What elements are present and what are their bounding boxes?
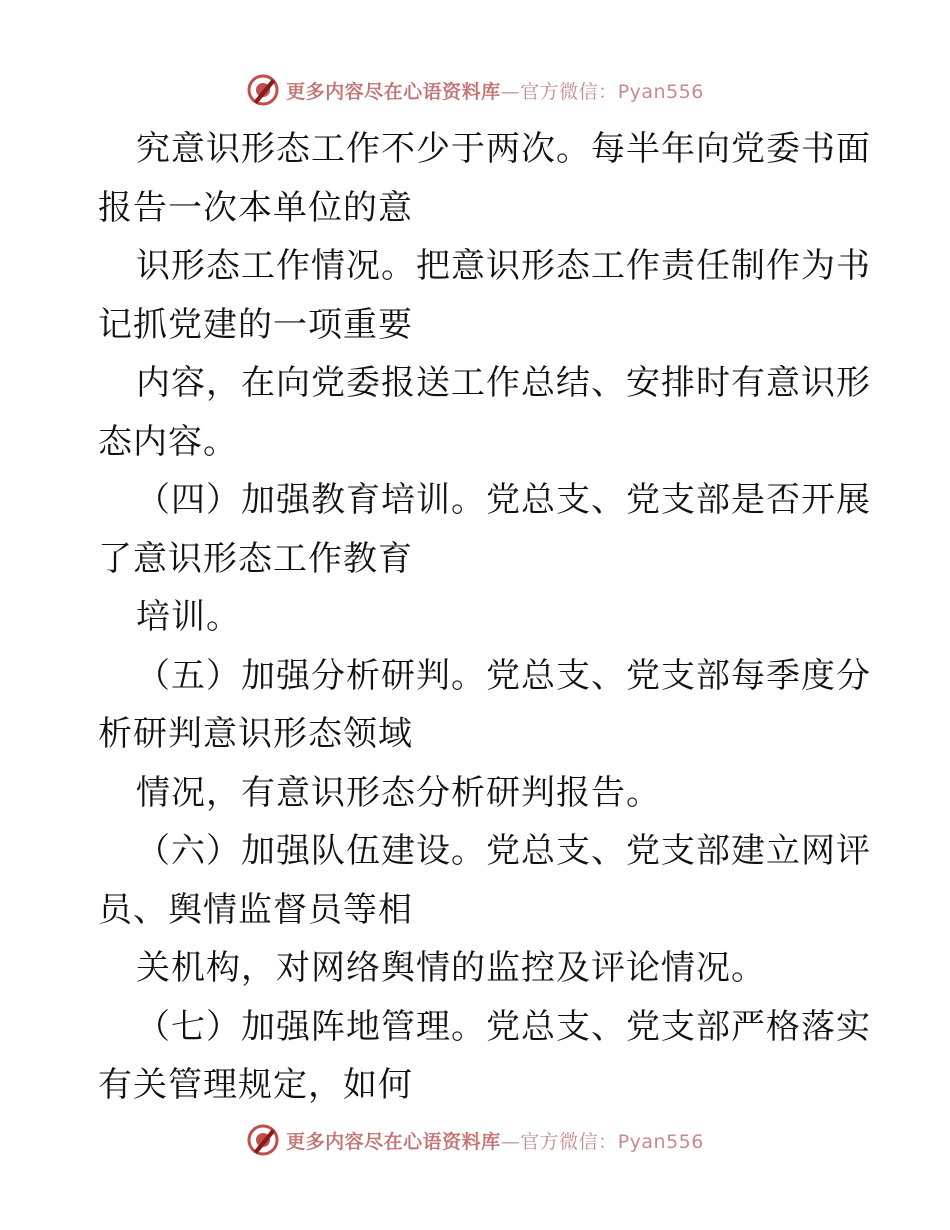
- text-line: 记抓党建的一项重要: [98, 304, 413, 345]
- header-watermark: [0, 70, 950, 110]
- watermark-text: [286, 1127, 704, 1154]
- watermark-brand: 更多内容尽在心语资料库: [286, 80, 501, 103]
- text-line: 析研判意识形态领域: [98, 714, 413, 754]
- pen-logo-icon: [246, 1123, 280, 1157]
- text-line: 内容，在向党委报送工作总结、安排时有意识形: [136, 363, 871, 403]
- text-line: 有关管理规定，如何: [98, 1065, 413, 1105]
- text-line: （五）加强分析研判。党总支、党支部每季度分: [136, 655, 871, 696]
- text-line: 究意识形态工作不少于两次。每半年向党委书面: [136, 129, 871, 169]
- watermark-brand: 更多内容尽在心语资料库: [286, 1130, 501, 1153]
- text-line: 关机构，对网络舆情的监控及评论情况。: [136, 948, 766, 988]
- text-line: 了意识形态工作教育: [98, 538, 413, 579]
- watermark-label: 官方微信：: [520, 80, 618, 103]
- watermark-id: Pyan556: [617, 1130, 704, 1153]
- watermark-label: 官方微信：: [520, 1130, 618, 1153]
- text-line: 态内容。: [98, 421, 238, 462]
- text-line: （七）加强阵地管理。党总支、党支部严格落实: [136, 1006, 871, 1047]
- text-line: （六）加强队伍建设。党总支、党支部建立网评: [136, 831, 871, 871]
- text-line: （四）加强教育培训。党总支、党支部是否开展: [136, 480, 871, 520]
- watermark-separator: —: [500, 80, 521, 103]
- watermark-separator: —: [500, 1130, 521, 1153]
- text-line: 员、舆情监督员等相: [98, 889, 413, 930]
- text-line: 情况，有意识形态分析研判报告。: [136, 772, 661, 813]
- text-line: 报告一次本单位的意: [98, 187, 413, 228]
- watermark-id: Pyan556: [617, 80, 704, 103]
- footer-watermark: [0, 1120, 950, 1160]
- text-line: 识形态工作情况。把意识形态工作责任制作为书: [136, 246, 871, 286]
- document-body: [98, 120, 871, 1115]
- watermark-text: [286, 77, 704, 104]
- pen-logo-icon: [246, 73, 280, 107]
- text-line: 培训。: [136, 597, 241, 637]
